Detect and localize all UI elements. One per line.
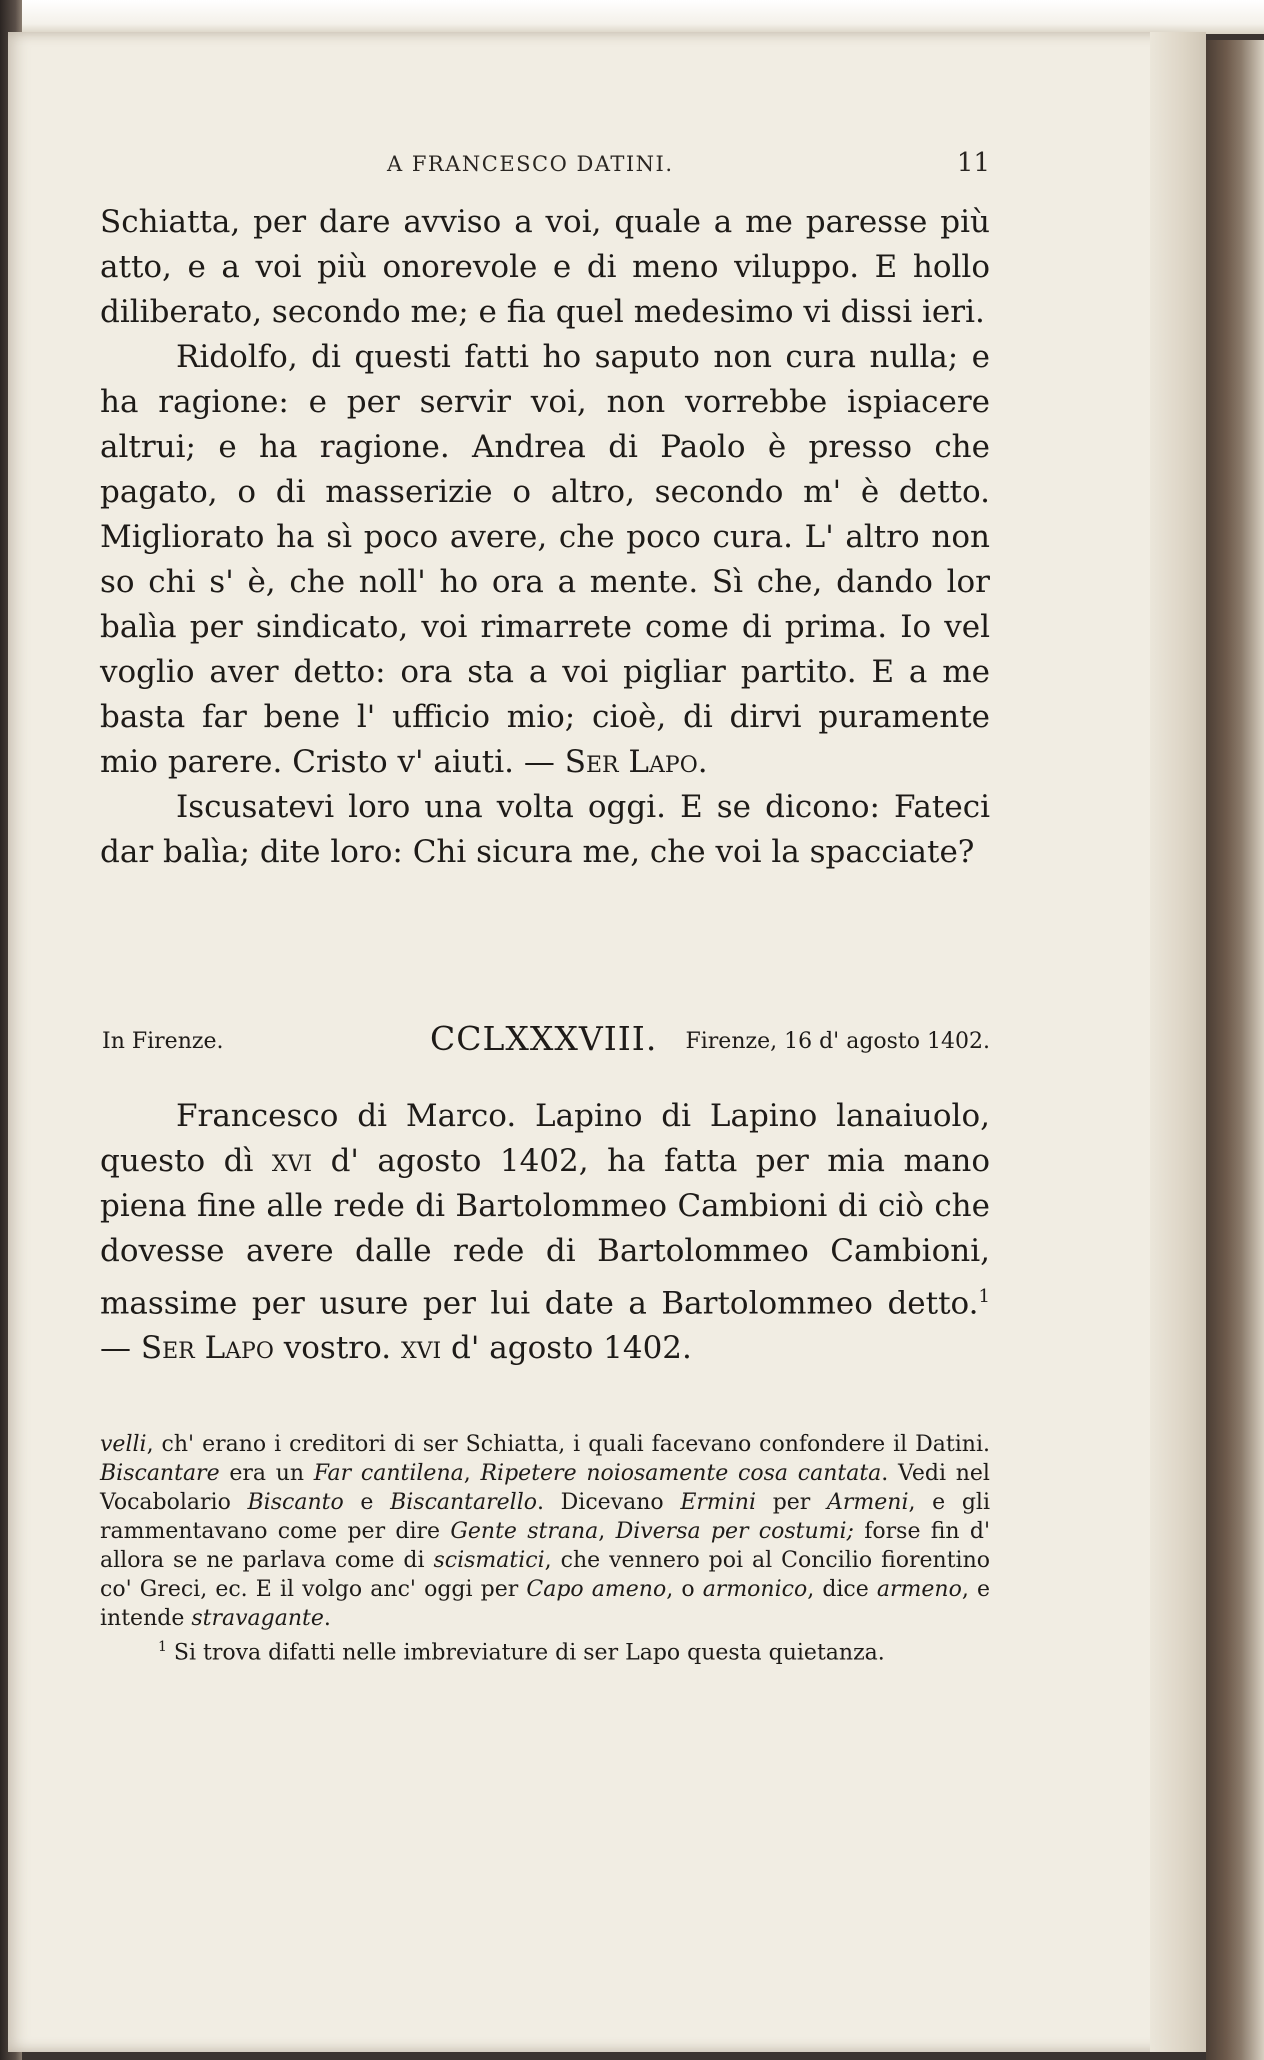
paragraph-continuation: Schiatta, per dare avviso a voi, quale a me paresse più atto, e a voi più onorevole e di meno viluppo. E hollo diliberato, secondo me; e fia quel medesimo vi dissi ieri. bbox=[100, 204, 990, 330]
footnote-continuation: velli, ch' erano i creditori di ser Schiatta, i quali facevano confondere il Datini. Biscantare era un Far cantilena, Ripetere noiosamente cosa cantata. Vedi nel Vocabolario Biscanto e Biscantarello. Dicevano Ermini per Armeni, e gli rammentavano come per dire Gente strana, Diversa per costumi; forse fin d' allora se ne parlava come di scismatici, che vennero poi al Concilio fiorentino co' Greci, ec. E il volgo anc' oggi per Capo ameno, o armonico, dice armeno, e intende stravagante. bbox=[100, 1432, 991, 1631]
footnote-marker: 1 bbox=[978, 1286, 990, 1307]
letter-header bbox=[100, 1008, 990, 1058]
page-fore-edge bbox=[1150, 32, 1206, 2052]
letter-body bbox=[100, 1094, 990, 1371]
book-right-edge bbox=[1206, 40, 1264, 2060]
signature-ser-lapo-2: Ser Lapo bbox=[140, 1330, 274, 1367]
scan-top-margin bbox=[0, 0, 1264, 34]
letter-place: In Firenze. bbox=[102, 1029, 224, 1054]
letter-date: Firenze, 16 d' agosto 1402. bbox=[685, 1029, 990, 1054]
footnotes bbox=[100, 1430, 990, 1667]
letter-number: CCLXXXVIII. bbox=[430, 1019, 658, 1058]
main-text-block bbox=[100, 200, 990, 875]
running-title: A FRANCESCO DATINI. bbox=[387, 152, 674, 176]
footnote-1: $^1$ Si trova difatti nelle imbreviature di ser Lapo questa quietanza. bbox=[158, 1639, 885, 1666]
signature-ser-lapo: Ser Lapo. bbox=[564, 744, 708, 780]
page-number: 11 bbox=[956, 148, 990, 178]
paragraph-francesco: Francesco di Marco. Lapino di Lapino lanaiuolo, questo dì xvi d' agosto 1402, ha fatta per mia mano piena fine alle rede di Bartolommeo Cambioni di ciò che dovesse avere dalle rede di Bartolommeo Cambioni, massime per usure per lui date a Bartolommeo detto.$^1$ — Ser Lapo vostro. xvi d' agosto 1402. bbox=[100, 1098, 990, 1367]
paragraph-ridolfo: Ridolfo, di questi fatti ho saputo non cura nulla; e ha ragione: e per servir voi, non vorrebbe ispiacere altrui; e ha ragione. Andrea di Paolo è presso che pagato, o di masserizie o altro, secondo m' è detto. Migliorato ha sì poco avere, che poco cura. L' altro non so chi s' è, che noll' ho ora a mente. Sì che, dando lor balìa per sindicato, voi rimarrete come di prima. Io vel voglio aver detto: ora sta a voi pigliar partito. E a me basta far bene l' ufficio mio; cioè, di dirvi puramente mio parere. Cristo v' aiuti. — Ser Lapo. bbox=[100, 339, 990, 780]
page-header bbox=[100, 148, 990, 182]
paragraph-iscusatevi: Iscusatevi loro una volta oggi. E se dicono: Fateci dar balìa; dite loro: Chi sicura me, che voi la spacciate? bbox=[100, 789, 990, 870]
